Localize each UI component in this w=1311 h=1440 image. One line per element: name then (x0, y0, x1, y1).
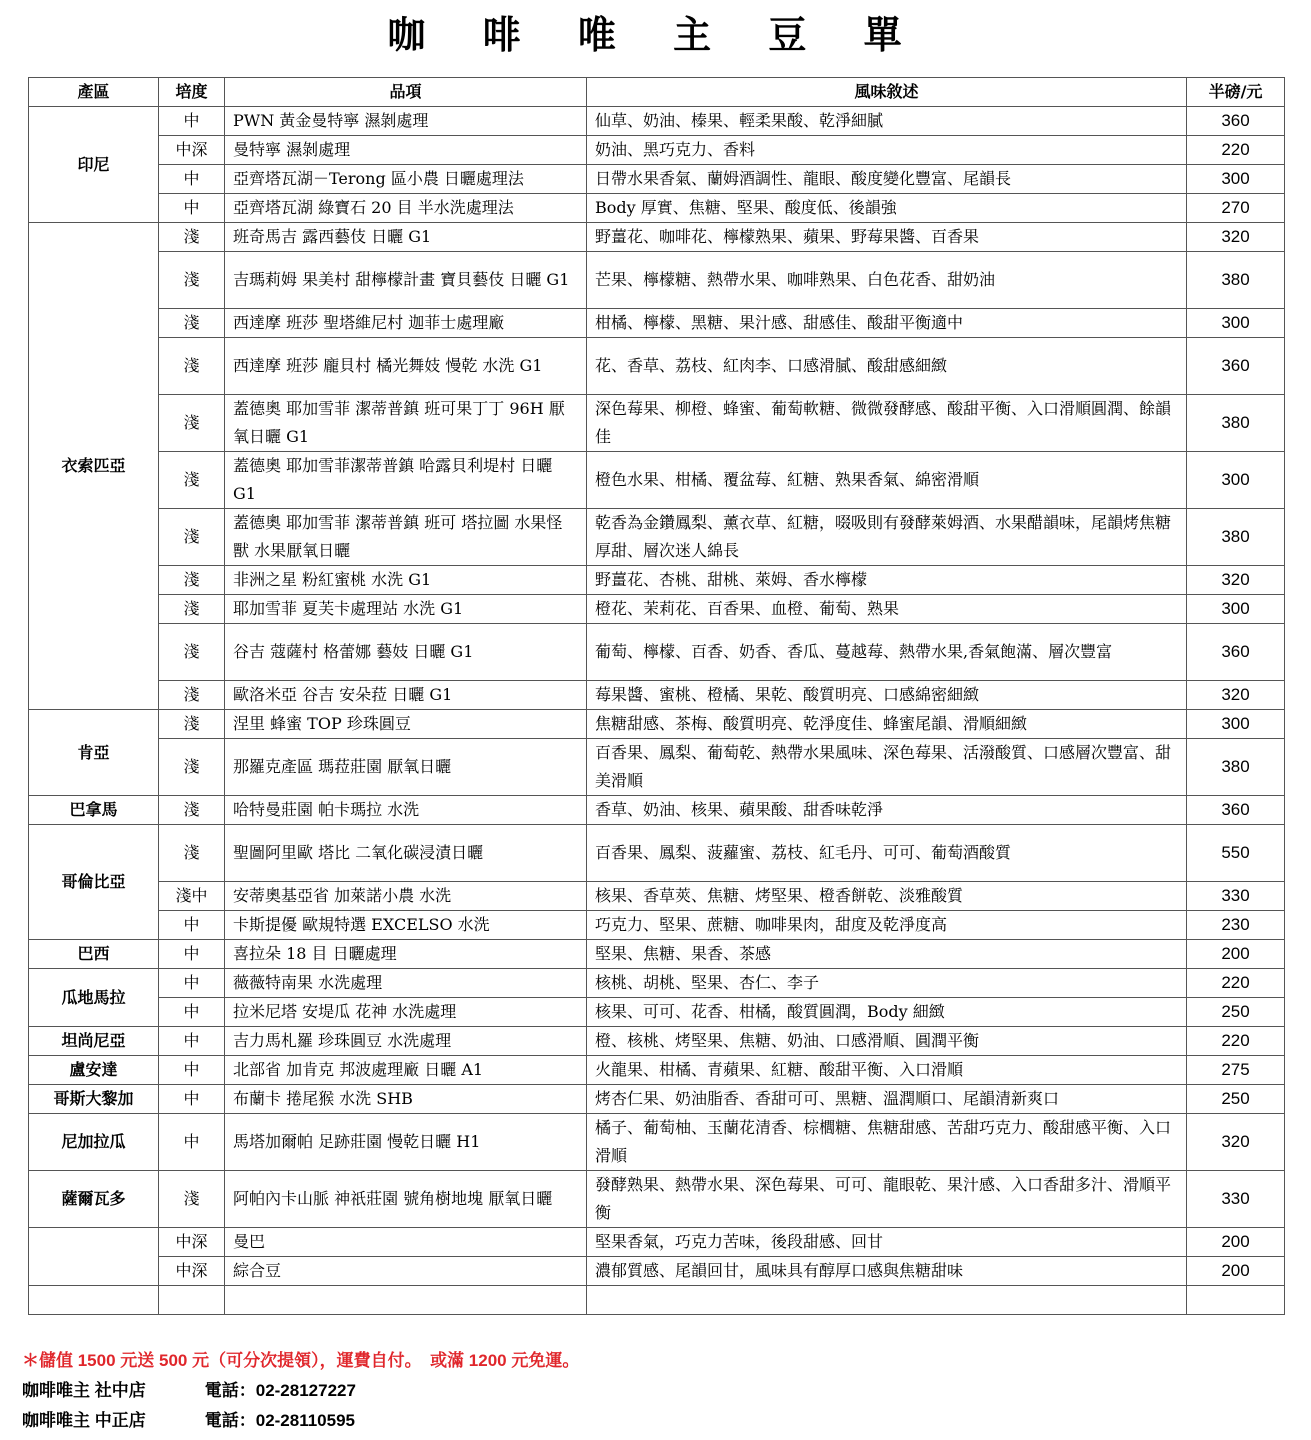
header-roast: 培度 (159, 78, 225, 107)
table-row (29, 1114, 1285, 1171)
item-cell (225, 1286, 587, 1315)
roast-cell: 淺 (159, 566, 225, 595)
price-cell: 330 (1187, 1171, 1285, 1228)
item-cell: 蓋德奧 耶加雪菲 潔蒂普鎮 班可果丁丁 96H 厭氧日曬 G1 (225, 395, 587, 452)
item-cell: 非洲之星 粉紅蜜桃 水洗 G1 (225, 566, 587, 595)
shop-phone-1: 電話：02-28127227 (204, 1381, 356, 1400)
table-row (29, 940, 1285, 969)
flavor-cell: 百香果、鳳梨、菠蘿蜜、荔枝、紅毛丹、可可、葡萄酒酸質 (587, 825, 1187, 882)
header-region: 產區 (29, 78, 159, 107)
item-cell: 曼巴 (225, 1228, 587, 1257)
flavor-cell: 核果、可可、花香、柑橘，酸質圓潤，Body 細緻 (587, 998, 1187, 1027)
price-cell: 300 (1187, 309, 1285, 338)
table-row (29, 395, 1285, 452)
price-cell: 275 (1187, 1056, 1285, 1085)
item-cell: 布蘭卡 捲尾猴 水洗 SHB (225, 1085, 587, 1114)
roast-cell: 淺中 (159, 882, 225, 911)
roast-cell: 淺 (159, 509, 225, 566)
item-cell: 曼特寧 濕剝處理 (225, 136, 587, 165)
region-cell: 瓜地馬拉 (29, 969, 159, 1027)
price-cell: 200 (1187, 1228, 1285, 1257)
item-cell: 歐洛米亞 谷吉 安朵菈 日曬 G1 (225, 681, 587, 710)
shop-name-1: 咖啡唯主 社中店 (22, 1381, 146, 1400)
roast-cell: 中 (159, 969, 225, 998)
roast-cell: 中深 (159, 1257, 225, 1286)
item-cell: 哈特曼莊園 帕卡瑪拉 水洗 (225, 796, 587, 825)
item-cell: 班奇馬吉 露西藝伎 日曬 G1 (225, 223, 587, 252)
flavor-cell: 野薑花、杏桃、甜桃、萊姆、香水檸檬 (587, 566, 1187, 595)
table-row (29, 1027, 1285, 1056)
shop-name-2: 咖啡唯主 中正店 (22, 1411, 146, 1430)
flavor-cell: 奶油、黑巧克力、香料 (587, 136, 1187, 165)
price-cell: 380 (1187, 509, 1285, 566)
region-cell: 坦尚尼亞 (29, 1027, 159, 1056)
price-cell: 270 (1187, 194, 1285, 223)
region-cell (29, 1286, 159, 1315)
price-cell: 200 (1187, 940, 1285, 969)
item-cell: 耶加雪菲 夏芙卡處理站 水洗 G1 (225, 595, 587, 624)
price-cell: 360 (1187, 338, 1285, 395)
flavor-cell: 葡萄、檸檬、百香、奶香、香瓜、蔓越莓、熱帶水果,香氣飽滿、層次豐富 (587, 624, 1187, 681)
price-cell: 380 (1187, 739, 1285, 796)
roast-cell: 中 (159, 107, 225, 136)
table-row (29, 710, 1285, 739)
flavor-cell: 橘子、葡萄柚、玉蘭花清香、棕櫚糖、焦糖甜感、苦甜巧克力、酸甜感平衡、入口滑順 (587, 1114, 1187, 1171)
roast-cell: 淺 (159, 825, 225, 882)
table-row (29, 1286, 1285, 1315)
header-flavor: 風味敘述 (587, 78, 1187, 107)
flavor-cell: 焦糖甜感、茶梅、酸質明亮、乾淨度佳、蜂蜜尾韻、滑順細緻 (587, 710, 1187, 739)
table-row (29, 825, 1285, 882)
price-cell: 200 (1187, 1257, 1285, 1286)
roast-cell: 淺 (159, 1171, 225, 1228)
roast-cell: 淺 (159, 395, 225, 452)
table-row (29, 509, 1285, 566)
flavor-cell: 火龍果、柑橘、青蘋果、紅糖、酸甜平衡、入口滑順 (587, 1056, 1187, 1085)
price-cell: 250 (1187, 998, 1285, 1027)
flavor-cell: Body 厚實、焦糖、堅果、酸度低、後韻強 (587, 194, 1187, 223)
item-cell: 聖圖阿里歐 塔比 二氧化碳浸漬日曬 (225, 825, 587, 882)
table-row (29, 165, 1285, 194)
table-row (29, 566, 1285, 595)
price-cell: 230 (1187, 911, 1285, 940)
price-cell: 250 (1187, 1085, 1285, 1114)
price-cell: 320 (1187, 1114, 1285, 1171)
flavor-cell: 巧克力、堅果、蔗糖、咖啡果肉，甜度及乾淨度高 (587, 911, 1187, 940)
table-row (29, 223, 1285, 252)
item-cell: 拉米尼塔 安堤瓜 花神 水洗處理 (225, 998, 587, 1027)
flavor-cell: 橙、核桃、烤堅果、焦糖、奶油、口感滑順、圓潤平衡 (587, 1027, 1187, 1056)
flavor-cell: 香草、奶油、核果、蘋果酸、甜香味乾淨 (587, 796, 1187, 825)
item-cell: 馬塔加爾帕 足跡莊園 慢乾日曬 H1 (225, 1114, 587, 1171)
table-row (29, 624, 1285, 681)
roast-cell: 中 (159, 1056, 225, 1085)
roast-cell: 中 (159, 940, 225, 969)
roast-cell: 淺 (159, 681, 225, 710)
flavor-cell: 濃郁質感、尾韻回甘，風味具有醇厚口感與焦糖甜味 (587, 1257, 1187, 1286)
flavor-cell: 乾香為金鑽鳳梨、薰衣草、紅糖，啜吸則有發酵萊姆酒、水果醋韻味，尾韻烤焦糖厚甜、層次迷人綿長 (587, 509, 1187, 566)
flavor-cell: 烤杏仁果、奶油脂香、香甜可可、黑糖、溫潤順口、尾韻清新爽口 (587, 1085, 1187, 1114)
item-cell: 吉瑪莉姆 果美村 甜檸檬計畫 寶貝藝伎 日曬 G1 (225, 252, 587, 309)
price-cell: 330 (1187, 882, 1285, 911)
table-row (29, 911, 1285, 940)
flavor-cell: 仙草、奶油、榛果、輕柔果酸、乾淨細膩 (587, 107, 1187, 136)
roast-cell: 中 (159, 165, 225, 194)
table-row (29, 739, 1285, 796)
bean-table (28, 77, 1285, 1315)
roast-cell: 淺 (159, 595, 225, 624)
flavor-cell: 野薑花、咖啡花、檸檬熟果、蘋果、野莓果醬、百香果 (587, 223, 1187, 252)
price-cell: 220 (1187, 1027, 1285, 1056)
region-cell: 薩爾瓦多 (29, 1171, 159, 1228)
flavor-cell: 花、香草、荔枝、紅肉李、口感滑膩、酸甜感細緻 (587, 338, 1187, 395)
roast-cell: 淺 (159, 223, 225, 252)
price-cell: 220 (1187, 969, 1285, 998)
price-cell: 300 (1187, 452, 1285, 509)
flavor-cell: 日帶水果香氣、蘭姆酒調性、龍眼、酸度變化豐富、尾韻長 (587, 165, 1187, 194)
item-cell: 蓋德奧 耶加雪菲潔蒂普鎮 哈露貝利堤村 日曬 G1 (225, 452, 587, 509)
table-row (29, 1171, 1285, 1228)
region-cell: 尼加拉瓜 (29, 1114, 159, 1171)
roast-cell: 淺 (159, 252, 225, 309)
flavor-cell: 莓果醬、蜜桃、橙橘、果乾、酸質明亮、口感綿密細緻 (587, 681, 1187, 710)
roast-cell: 淺 (159, 739, 225, 796)
shop-phone-2: 電話：02-28110595 (204, 1411, 356, 1430)
region-cell: 盧安達 (29, 1056, 159, 1085)
flavor-cell: 橙色水果、柑橘、覆盆莓、紅糖、熟果香氣、綿密滑順 (587, 452, 1187, 509)
roast-cell: 中深 (159, 1228, 225, 1257)
item-cell: 涅里 蜂蜜 TOP 珍珠圓豆 (225, 710, 587, 739)
item-cell: 蓋德奧 耶加雪菲 潔蒂普鎮 班可 塔拉圖 水果怪獸 水果厭氧日曬 (225, 509, 587, 566)
region-cell: 印尼 (29, 107, 159, 223)
table-row (29, 194, 1285, 223)
roast-cell: 淺 (159, 710, 225, 739)
region-cell: 巴西 (29, 940, 159, 969)
page-title: 咖 啡 唯 主 豆 單 (387, 12, 924, 57)
promo-text: ＊儲值 1500 元送 500 元（可分次提領），運費自付。 或滿 1200 元免運。 (22, 1351, 580, 1370)
roast-cell: 淺 (159, 452, 225, 509)
region-cell (29, 1228, 159, 1286)
item-cell: 安蒂奧基亞省 加萊諾小農 水洗 (225, 882, 587, 911)
shop-info-1 (22, 1376, 356, 1401)
table-row (29, 136, 1285, 165)
item-cell: 薇薇特南果 水洗處理 (225, 969, 587, 998)
roast-cell: 淺 (159, 309, 225, 338)
price-cell: 550 (1187, 825, 1285, 882)
table-row (29, 1228, 1285, 1257)
flavor-cell: 堅果、焦糖、果香、茶感 (587, 940, 1187, 969)
roast-cell: 中深 (159, 136, 225, 165)
item-cell: 那羅克產區 瑪菈莊園 厭氧日曬 (225, 739, 587, 796)
flavor-cell (587, 1286, 1187, 1315)
roast-cell: 中 (159, 1085, 225, 1114)
roast-cell: 中 (159, 1027, 225, 1056)
item-cell: 西達摩 班莎 聖塔維尼村 迦菲士處理廠 (225, 309, 587, 338)
roast-cell (159, 1286, 225, 1315)
price-cell: 380 (1187, 252, 1285, 309)
flavor-cell: 核果、香草莢、焦糖、烤堅果、橙香餅乾、淡雅酸質 (587, 882, 1187, 911)
roast-cell: 中 (159, 1114, 225, 1171)
flavor-cell: 橙花、茉莉花、百香果、血橙、葡萄、熟果 (587, 595, 1187, 624)
roast-cell: 淺 (159, 338, 225, 395)
flavor-cell: 發酵熟果、熱帶水果、深色莓果、可可、龍眼乾、果汁感、入口香甜多汁、滑順平衡 (587, 1171, 1187, 1228)
price-cell: 320 (1187, 223, 1285, 252)
item-cell: 西達摩 班莎 龐貝村 橘光舞妓 慢乾 水洗 G1 (225, 338, 587, 395)
price-cell: 360 (1187, 624, 1285, 681)
price-cell (1187, 1286, 1285, 1315)
shop-info-2 (22, 1406, 355, 1431)
table-row (29, 107, 1285, 136)
flavor-cell: 深色莓果、柳橙、蜂蜜、葡萄軟糖、微微發酵感、酸甜平衡、入口滑順圓潤、餘韻佳 (587, 395, 1187, 452)
price-cell: 380 (1187, 395, 1285, 452)
region-cell: 肯亞 (29, 710, 159, 796)
table-row (29, 681, 1285, 710)
table-row (29, 1257, 1285, 1286)
header-item: 品項 (225, 78, 587, 107)
item-cell: 亞齊塔瓦湖 綠寶石 20 目 半水洗處理法 (225, 194, 587, 223)
table-row (29, 998, 1285, 1027)
roast-cell: 淺 (159, 796, 225, 825)
table-row (29, 309, 1285, 338)
bean-table-body (29, 107, 1285, 1315)
price-cell: 360 (1187, 796, 1285, 825)
table-row (29, 452, 1285, 509)
table-row (29, 252, 1285, 309)
flavor-cell: 芒果、檸檬糖、熱帶水果、咖啡熟果、白色花香、甜奶油 (587, 252, 1187, 309)
item-cell: 北部省 加肯克 邦波處理廠 日曬 A1 (225, 1056, 587, 1085)
header-price: 半磅/元 (1187, 78, 1285, 107)
item-cell: 吉力馬札羅 珍珠圓豆 水洗處理 (225, 1027, 587, 1056)
table-row (29, 969, 1285, 998)
table-row (29, 1056, 1285, 1085)
price-cell: 320 (1187, 566, 1285, 595)
table-row (29, 796, 1285, 825)
flavor-cell: 核桃、胡桃、堅果、杏仁、李子 (587, 969, 1187, 998)
table-row (29, 882, 1285, 911)
flavor-cell: 柑橘、檸檬、黑糖、果汁感、甜感佳、酸甜平衡適中 (587, 309, 1187, 338)
item-cell: 阿帕內卡山脈 神祇莊園 號角樹地塊 厭氧日曬 (225, 1171, 587, 1228)
region-cell: 哥斯大黎加 (29, 1085, 159, 1114)
item-cell: 谷吉 蔻薩村 格蕾娜 藝妓 日曬 G1 (225, 624, 587, 681)
table-row (29, 595, 1285, 624)
item-cell: 綜合豆 (225, 1257, 587, 1286)
flavor-cell: 百香果、鳳梨、葡萄乾、熱帶水果風味、深色莓果、活潑酸質、口感層次豐富、甜美滑順 (587, 739, 1187, 796)
item-cell: 喜拉朵 18 目 日曬處理 (225, 940, 587, 969)
price-cell: 300 (1187, 710, 1285, 739)
price-cell: 300 (1187, 595, 1285, 624)
price-cell: 300 (1187, 165, 1285, 194)
price-cell: 320 (1187, 681, 1285, 710)
region-cell: 巴拿馬 (29, 796, 159, 825)
item-cell: PWN 黃金曼特寧 濕剝處理 (225, 107, 587, 136)
roast-cell: 中 (159, 911, 225, 940)
roast-cell: 淺 (159, 624, 225, 681)
price-cell: 220 (1187, 136, 1285, 165)
region-cell: 衣索匹亞 (29, 223, 159, 710)
roast-cell: 中 (159, 194, 225, 223)
item-cell: 卡斯提優 歐規特選 EXCELSO 水洗 (225, 911, 587, 940)
table-row (29, 1085, 1285, 1114)
item-cell: 亞齊塔瓦湖－Terong 區小農 日曬處理法 (225, 165, 587, 194)
table-row (29, 338, 1285, 395)
roast-cell: 中 (159, 998, 225, 1027)
region-cell: 哥倫比亞 (29, 825, 159, 940)
table-header-row (29, 78, 1285, 107)
price-cell: 360 (1187, 107, 1285, 136)
flavor-cell: 堅果香氣，巧克力苦味，後段甜感、回甘 (587, 1228, 1187, 1257)
